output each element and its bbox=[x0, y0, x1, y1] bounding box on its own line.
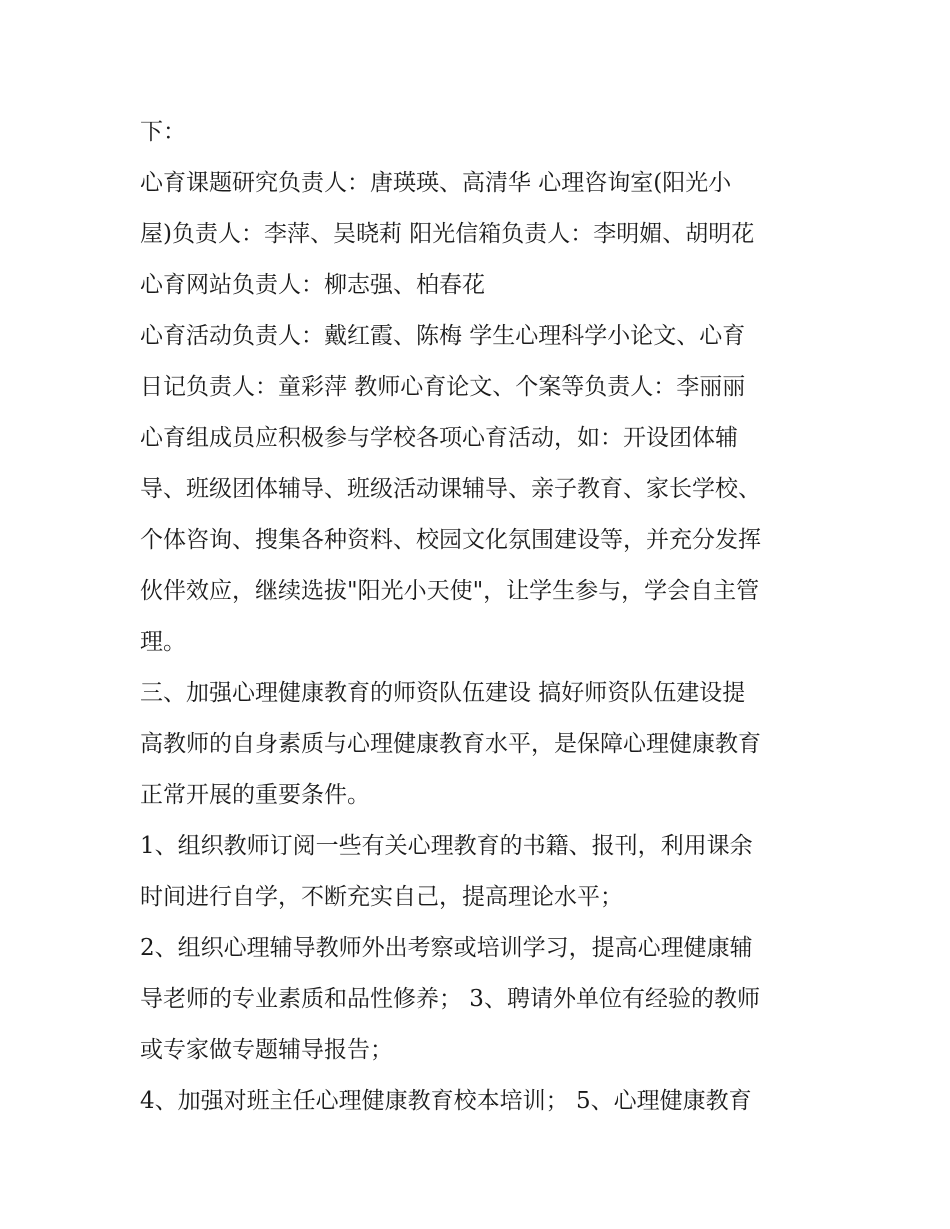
text-line: 日记负责人：童彩萍 教师心育论文、个案等负责人：李丽丽 bbox=[140, 374, 746, 400]
text-line: 1、组织教师订阅一些有关心理教育的书籍、报刊，利用课余 bbox=[140, 833, 753, 859]
text-line: 正常开展的重要条件。 bbox=[140, 782, 370, 808]
text-line: 心育活动负责人：戴红霞、陈梅 学生心理科学小论文、心育 bbox=[140, 323, 746, 349]
text-line: 理。 bbox=[140, 629, 186, 655]
text-line: 导、班级团体辅导、班级活动课辅导、亲子教育、家长学校、 bbox=[140, 476, 761, 502]
text-line: 导老师的专业素质和品性修养； 3、聘请外单位有经验的教师 bbox=[140, 986, 760, 1012]
text-line: 下： bbox=[140, 119, 186, 145]
document-body bbox=[140, 107, 820, 1127]
text-line: 心育组成员应积极参与学校各项心育活动，如：开设团体辅 bbox=[140, 425, 738, 451]
text-line: 或专家做专题辅导报告； bbox=[140, 1037, 393, 1063]
text-line: 时间进行自学，不断充实自己，提高理论水平； bbox=[140, 884, 623, 910]
text-line: 屋)负责人：李萍、吴晓莉 阳光信箱负责人：李明媚、胡明花 bbox=[140, 221, 755, 247]
text-line: 伙伴效应，继续选拔"阳光小天使"，让学生参与，学会自主管 bbox=[140, 578, 760, 604]
text-line: 4、加强对班主任心理健康教育校本培训； 5、心理健康教育 bbox=[140, 1088, 752, 1114]
text-line: 2、组织心理辅导教师外出考察或培训学习，提高心理健康辅 bbox=[140, 935, 753, 961]
text-line: 个体咨询、搜集各种资料、校园文化氛围建设等，并充分发挥 bbox=[140, 527, 761, 553]
text-line: 心育网站负责人：柳志强、柏春花 bbox=[140, 272, 485, 298]
text-line: 心育课题研究负责人：唐瑛瑛、高清华 心理咨询室(阳光小 bbox=[140, 170, 732, 196]
text-line: 三、加强心理健康教育的师资队伍建设 搞好师资队伍建设提 bbox=[140, 680, 746, 706]
text-line: 高教师的自身素质与心理健康教育水平，是保障心理健康教育 bbox=[140, 731, 761, 757]
